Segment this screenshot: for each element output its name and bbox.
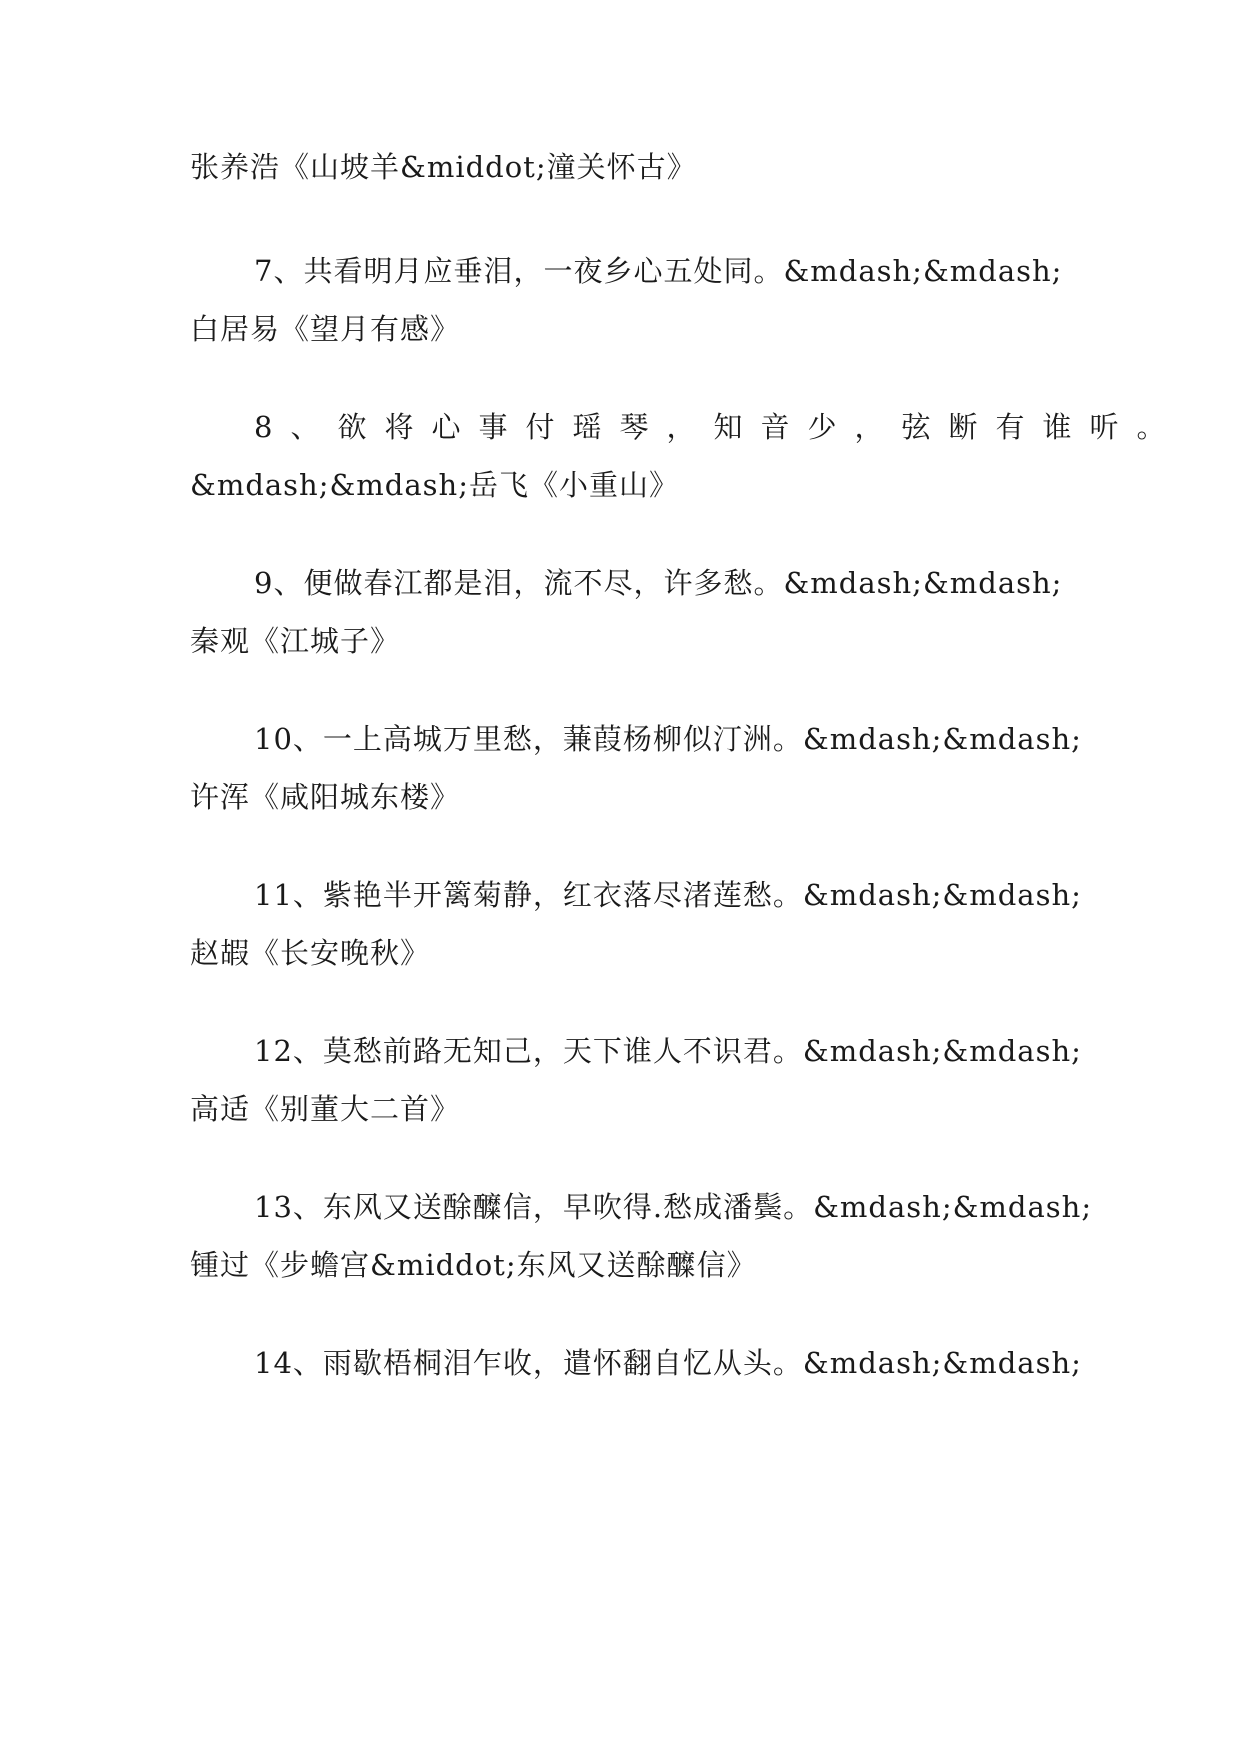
quote-source: &mdash;&mdash;岳飞《小重山》 <box>190 468 679 502</box>
quote-text: 9、便做春江都是泪，流不尽，许多愁。&mdash;&mdash; <box>254 566 1063 600</box>
quote-source: 张养浩《山坡羊&middot;潼关怀古》 <box>190 150 697 184</box>
quote-entry-8 <box>190 398 1184 514</box>
quote-entry-7 <box>190 242 1063 358</box>
quote-entry-10 <box>190 710 1082 826</box>
quote-source: 白居易《望月有感》 <box>190 312 461 346</box>
quote-entry-6 <box>190 138 1050 196</box>
quote-entry-12 <box>190 1022 1082 1138</box>
quote-entry-14 <box>190 1334 1082 1392</box>
quote-text: 8、欲将心事付瑶琴，知音少，弦断有谁听。 <box>254 410 1184 444</box>
quote-text: 13、东风又送酴醾信，早吹得.愁成潘鬓。&mdash;&mdash; <box>254 1190 1093 1224</box>
quote-text: 11、紫艳半开篱菊静，红衣落尽渚莲愁。&mdash;&mdash; <box>254 878 1082 912</box>
quote-entry-9 <box>190 554 1063 670</box>
quote-text: 12、莫愁前路无知己，天下谁人不识君。&mdash;&mdash; <box>254 1034 1082 1068</box>
quote-source: 高适《别董大二首》 <box>190 1092 461 1126</box>
quote-text: 10、一上高城万里愁，蒹葭杨柳似汀洲。&mdash;&mdash; <box>254 722 1082 756</box>
quote-entry-11 <box>190 866 1082 982</box>
quote-entry-13 <box>190 1178 1093 1294</box>
quote-source: 锺过《步蟾宫&middot;东风又送酴醾信》 <box>190 1248 757 1282</box>
quote-source: 许浑《咸阳城东楼》 <box>190 780 461 814</box>
quote-text: 7、共看明月应垂泪，一夜乡心五处同。&mdash;&mdash; <box>254 254 1063 288</box>
quote-source: 秦观《江城子》 <box>190 624 401 658</box>
quote-text: 14、雨歇梧桐泪乍收，遣怀翻自忆从头。&mdash;&mdash; <box>254 1346 1082 1380</box>
quote-source: 赵嘏《长安晚秋》 <box>190 936 431 970</box>
